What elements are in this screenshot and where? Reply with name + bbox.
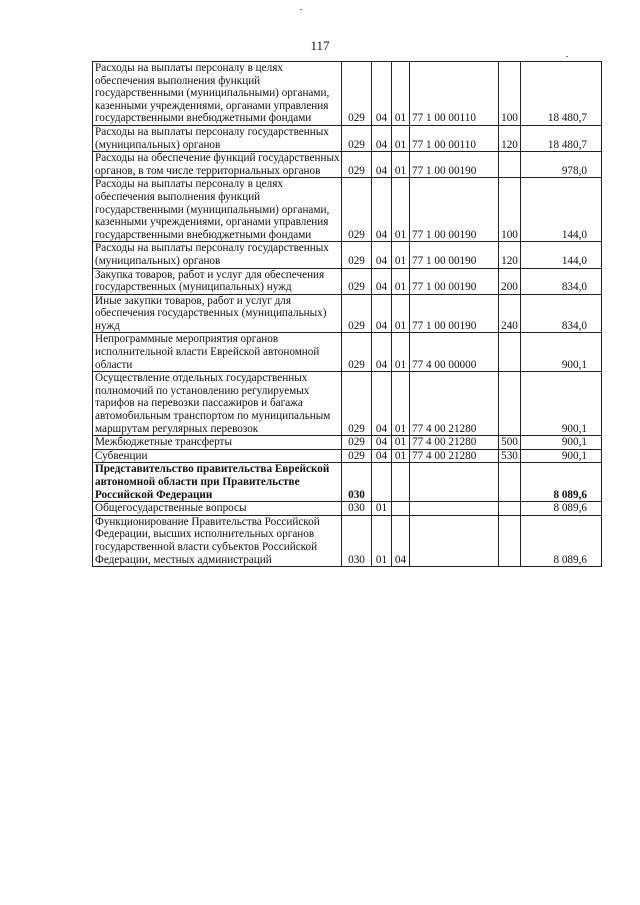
expense-name-cell: Расходы на выплаты персоналу в целях обеспечения выполнения функций государственными (муниципальными) органами, казенными учреждениями, органами управления государственными внебюджетными фондами [93,178,342,242]
amount-cell: 900,1 [521,436,602,450]
table-row [93,436,602,450]
ministry-code-cell: 029 [342,449,372,463]
subsection-code-cell: 01 [392,333,410,372]
table-row [93,449,602,463]
table-row [93,62,602,126]
amount-cell: 144,0 [521,178,602,242]
expense-name-cell: Расходы на обеспечение функций государственных органов, в том числе территориальных органов [93,152,342,178]
target-article-cell: 77 1 00 00190 [410,294,499,333]
ministry-code-cell: 029 [342,372,372,436]
expense-type-cell: 200 [499,268,521,294]
subsection-code-cell [392,463,410,502]
subsection-code-cell: 01 [392,242,410,268]
expense-type-cell [499,333,521,372]
expense-name-cell: Непрограммные мероприятия органов исполнительной власти Еврейской автономной области [93,333,342,372]
table-row [93,463,602,502]
expense-name-cell: Субвенции [93,449,342,463]
expense-type-cell: 100 [499,62,521,126]
expense-type-cell: 530 [499,449,521,463]
expense-name-cell: Общегосударственные вопросы [93,502,342,516]
scan-speck [300,9,302,10]
section-code-cell: 04 [372,178,392,242]
target-article-cell: 77 4 00 21280 [410,436,499,450]
expense-type-cell: 240 [499,294,521,333]
amount-cell: 18 480,7 [521,62,602,126]
section-code-cell: 04 [372,268,392,294]
expense-type-cell: 500 [499,436,521,450]
expense-type-cell [499,152,521,178]
budget-table [92,61,602,567]
section-code-cell: 04 [372,449,392,463]
target-article-cell [410,463,499,502]
page-number: 117 [310,38,330,53]
table-row [93,242,602,268]
target-article-cell: 77 1 00 00190 [410,152,499,178]
amount-cell: 978,0 [521,152,602,178]
target-article-cell: 77 1 00 00190 [410,268,499,294]
section-code-cell: 04 [372,242,392,268]
table-row [93,152,602,178]
expense-name-cell: Представительство правительства Еврейской автономной области при Правительстве Российской Федерации [93,463,342,502]
section-code-cell: 04 [372,372,392,436]
section-code-cell: 04 [372,62,392,126]
expense-type-cell [499,372,521,436]
subsection-code-cell: 01 [392,62,410,126]
expense-type-cell: 120 [499,125,521,151]
amount-cell: 834,0 [521,294,602,333]
ministry-code-cell: 029 [342,436,372,450]
ministry-code-cell: 030 [342,502,372,516]
amount-cell: 144,0 [521,242,602,268]
target-article-cell: 77 4 00 21280 [410,372,499,436]
ministry-code-cell: 029 [342,242,372,268]
section-code-cell: 04 [372,152,392,178]
section-code-cell: 04 [372,436,392,450]
section-code-cell: 04 [372,333,392,372]
amount-cell: 8 089,6 [521,463,602,502]
subsection-code-cell: 01 [392,152,410,178]
table-row [93,125,602,151]
ministry-code-cell: 029 [342,62,372,126]
ministry-code-cell: 030 [342,463,372,502]
table-row [93,268,602,294]
table-row [93,502,602,516]
subsection-code-cell: 04 [392,515,410,566]
scan-speck [566,56,568,57]
amount-cell: 8 089,6 [521,515,602,566]
subsection-code-cell: 01 [392,449,410,463]
ministry-code-cell: 029 [342,152,372,178]
ministry-code-cell: 029 [342,333,372,372]
ministry-code-cell: 030 [342,515,372,566]
subsection-code-cell: 01 [392,436,410,450]
target-article-cell: 77 1 00 00110 [410,62,499,126]
target-article-cell: 77 4 00 21280 [410,449,499,463]
table-row [93,372,602,436]
subsection-code-cell: 01 [392,268,410,294]
target-article-cell: 77 1 00 00110 [410,125,499,151]
subsection-code-cell: 01 [392,372,410,436]
expense-name-cell: Межбюджетные трансферты [93,436,342,450]
expense-type-cell: 120 [499,242,521,268]
expense-type-cell: 100 [499,178,521,242]
table-row [93,294,602,333]
section-code-cell: 04 [372,125,392,151]
expense-type-cell [499,515,521,566]
target-article-cell: 77 1 00 00190 [410,242,499,268]
expense-name-cell: Расходы на выплаты персоналу в целях обеспечения выполнения функций государственными (муниципальными) органами, казенными учреждениями, органами управления государственными внебюджетными фондами [93,62,342,126]
expense-name-cell: Расходы на выплаты персоналу государственных (муниципальных) органов [93,125,342,151]
expense-name-cell: Функционирование Правительства Российской Федерации, высших исполнительных органов государственной власти субъектов Российской Федерации, местных администраций [93,515,342,566]
amount-cell: 900,1 [521,333,602,372]
target-article-cell: 77 4 00 00000 [410,333,499,372]
ministry-code-cell: 029 [342,178,372,242]
amount-cell: 900,1 [521,372,602,436]
amount-cell: 900,1 [521,449,602,463]
expense-name-cell: Иные закупки товаров, работ и услуг для обеспечения государственных (муниципальных) нужд [93,294,342,333]
table-row [93,333,602,372]
table-row [93,178,602,242]
amount-cell: 834,0 [521,268,602,294]
expense-name-cell: Осуществление отдельных государственных полномочий по установлению регулируемых тарифов на перевозки пассажиров и багажа автомобильным транспортом по муниципальным маршрутам регулярных перевозок [93,372,342,436]
table-row [93,515,602,566]
subsection-code-cell: 01 [392,125,410,151]
section-code-cell: 04 [372,294,392,333]
subsection-code-cell: 01 [392,294,410,333]
target-article-cell: 77 1 00 00190 [410,178,499,242]
ministry-code-cell: 029 [342,268,372,294]
target-article-cell [410,502,499,516]
target-article-cell [410,515,499,566]
expense-name-cell: Расходы на выплаты персоналу государственных (муниципальных) органов [93,242,342,268]
ministry-code-cell: 029 [342,294,372,333]
amount-cell: 18 480,7 [521,125,602,151]
amount-cell: 8 089,6 [521,502,602,516]
budget-table-body [93,62,602,567]
subsection-code-cell [392,502,410,516]
ministry-code-cell: 029 [342,125,372,151]
section-code-cell: 01 [372,502,392,516]
expense-type-cell [499,463,521,502]
expense-type-cell [499,502,521,516]
section-code-cell [372,463,392,502]
expense-name-cell: Закупка товаров, работ и услуг для обеспечения государственных (муниципальных) нужд [93,268,342,294]
subsection-code-cell: 01 [392,178,410,242]
section-code-cell: 01 [372,515,392,566]
